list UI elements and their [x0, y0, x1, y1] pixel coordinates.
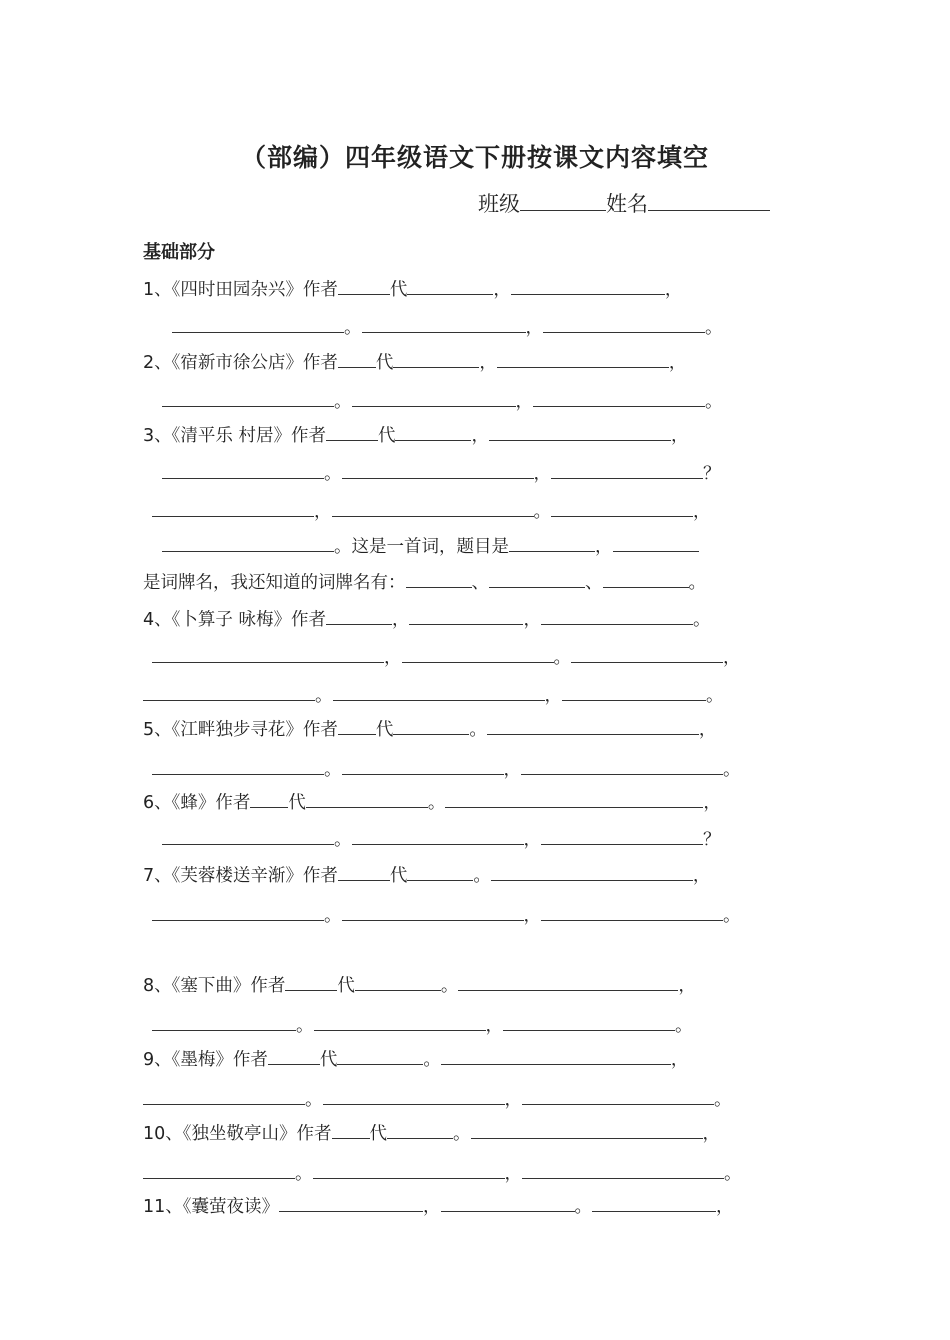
line-text: ， — [479, 353, 497, 373]
answer-blank[interactable] — [393, 349, 479, 368]
line-text: 。 — [315, 686, 333, 706]
question-line-12 — [143, 682, 724, 707]
line-text: 代 — [337, 976, 355, 996]
line-text: 。 — [296, 1016, 314, 1036]
class-label: 班级 — [478, 192, 520, 216]
line-text: 。 — [334, 830, 352, 850]
line-text: 。 — [705, 318, 723, 338]
line-text: ， — [504, 1090, 522, 1110]
question-line-8 — [162, 533, 699, 558]
line-text: 。 — [453, 1124, 471, 1144]
line-text: 。 — [440, 976, 459, 996]
line-text: 。 — [533, 502, 551, 522]
answer-blank[interactable] — [407, 862, 473, 881]
question-line-18 — [152, 902, 741, 927]
line-text: ， — [702, 1124, 721, 1144]
line-text: ， — [384, 648, 402, 668]
answer-blank[interactable] — [441, 1046, 671, 1065]
line-text: 代 — [288, 793, 306, 813]
line-text: 10、《独坐敬亭山》作者 — [143, 1124, 332, 1144]
question-line-16 — [162, 826, 721, 851]
line-text: ， — [314, 502, 332, 522]
line-text: 。 — [723, 760, 741, 780]
line-text: 代 — [389, 280, 408, 300]
line-text: 。 — [723, 906, 741, 926]
answer-blank[interactable] — [497, 349, 669, 368]
answer-blank[interactable] — [338, 349, 376, 368]
answer-blank[interactable] — [306, 789, 428, 808]
question-line-5 — [143, 422, 688, 447]
answer-blank[interactable] — [441, 1193, 575, 1212]
line-text: 。 — [469, 720, 487, 740]
line-text: ， — [533, 464, 551, 484]
answer-blank[interactable] — [162, 388, 334, 407]
question-line-1 — [143, 276, 682, 301]
answer-blank[interactable] — [511, 276, 665, 295]
line-text: ， — [504, 1164, 522, 1184]
answer-blank[interactable] — [489, 422, 671, 441]
line-text: ， — [668, 353, 687, 373]
line-text: ， — [493, 280, 511, 300]
question-line-20 — [152, 1012, 693, 1037]
line-text: ， — [523, 906, 541, 926]
answer-blank[interactable] — [533, 388, 705, 407]
question-line-15 — [143, 789, 721, 814]
line-text: 代 — [319, 1050, 338, 1070]
answer-blank[interactable] — [355, 972, 441, 991]
answer-blank[interactable] — [551, 498, 693, 517]
answer-blank[interactable] — [522, 1160, 724, 1179]
line-text: ， — [678, 976, 696, 996]
line-text: 、 — [471, 573, 489, 593]
line-text: 8、《塞下曲》作者 — [143, 976, 286, 996]
line-text: 。 — [688, 573, 706, 593]
line-text: ， — [693, 502, 711, 522]
line-text: ， — [698, 720, 717, 740]
answer-blank[interactable] — [338, 716, 376, 735]
answer-blank[interactable] — [152, 644, 384, 663]
line-text: 6、《蜂》作者 — [143, 793, 251, 813]
line-text: 。 — [324, 906, 342, 926]
answer-blank[interactable] — [162, 826, 334, 845]
answer-blank[interactable] — [326, 606, 392, 625]
line-text: 。 — [675, 1016, 693, 1036]
answer-blank[interactable] — [541, 606, 693, 625]
answer-blank[interactable] — [352, 826, 524, 845]
name-label: 姓名 — [606, 192, 648, 216]
line-text: 4、《卜算子 咏梅》作者 — [143, 610, 326, 630]
line-text: 9、《墨梅》作者 — [143, 1050, 268, 1070]
answer-blank[interactable] — [152, 902, 324, 921]
answer-blank[interactable] — [313, 1160, 505, 1179]
line-text: ， — [723, 648, 741, 668]
answer-blank[interactable] — [509, 533, 595, 552]
line-text: ， — [515, 392, 533, 412]
line-text: 。 — [295, 1164, 313, 1184]
answer-blank[interactable] — [407, 276, 493, 295]
student-info — [478, 188, 770, 218]
line-text: 、 — [585, 573, 603, 593]
line-text: 3、《清平乐 村居》作者 — [143, 426, 326, 446]
answer-blank[interactable] — [333, 682, 545, 701]
line-text: 。 — [305, 1090, 323, 1110]
line-text: ， — [423, 1197, 441, 1217]
question-line-10 — [143, 606, 710, 631]
line-text: 。这是一首词，题目是 — [334, 537, 509, 557]
answer-blank[interactable] — [402, 644, 554, 663]
question-line-11 — [152, 644, 741, 669]
answer-blank[interactable] — [152, 498, 314, 517]
answer-blank[interactable] — [393, 716, 469, 735]
line-text: ， — [523, 610, 541, 630]
line-text: ， — [670, 426, 689, 446]
answer-blank[interactable] — [172, 314, 344, 333]
answer-blank[interactable] — [445, 789, 703, 808]
line-text: 代 — [377, 426, 396, 446]
class-blank[interactable] — [520, 192, 606, 211]
page-title: （部编）四年级语文下册按课文内容填空 — [240, 143, 709, 172]
answer-blank[interactable] — [489, 569, 585, 588]
answer-blank[interactable] — [471, 1120, 703, 1139]
answer-blank[interactable] — [613, 533, 699, 552]
section-title: 基础部分 — [143, 242, 215, 263]
answer-blank[interactable] — [268, 1046, 320, 1065]
question-line-14 — [152, 756, 741, 781]
answer-blank[interactable] — [406, 569, 472, 588]
answer-blank[interactable] — [143, 1086, 305, 1105]
answer-blank[interactable] — [603, 569, 689, 588]
answer-blank[interactable] — [541, 902, 723, 921]
answer-blank[interactable] — [491, 862, 693, 881]
line-text: ， — [525, 318, 543, 338]
line-text: ， — [692, 866, 711, 886]
answer-blank[interactable] — [571, 644, 723, 663]
line-text: ， — [595, 537, 613, 557]
answer-blank[interactable] — [342, 902, 524, 921]
question-line-17 — [143, 862, 710, 887]
line-text: 。 — [692, 610, 711, 630]
question-line-6 — [162, 460, 721, 485]
answer-blank[interactable] — [152, 756, 324, 775]
line-text: ？ — [703, 464, 721, 484]
line-text: ， — [670, 1050, 689, 1070]
answer-blank[interactable] — [503, 1012, 675, 1031]
line-text: 代 — [389, 866, 408, 886]
line-text: 代 — [375, 353, 394, 373]
line-text: ， — [716, 1197, 734, 1217]
answer-blank[interactable] — [342, 460, 534, 479]
answer-blank[interactable] — [409, 606, 523, 625]
answer-blank[interactable] — [285, 972, 337, 991]
question-line-23 — [143, 1120, 720, 1145]
line-text: 。 — [574, 1197, 593, 1217]
answer-blank[interactable] — [337, 1046, 423, 1065]
line-text: 。 — [473, 866, 491, 886]
line-text: ， — [544, 686, 562, 706]
answer-blank[interactable] — [487, 716, 699, 735]
line-text: 。 — [553, 648, 571, 668]
answer-blank[interactable] — [326, 422, 378, 441]
question-line-3 — [143, 349, 686, 374]
answer-blank[interactable] — [250, 789, 288, 808]
line-text: 。 — [427, 793, 446, 813]
answer-blank[interactable] — [162, 533, 334, 552]
answer-blank[interactable] — [387, 1120, 453, 1139]
line-text: 7、《芙蓉楼送辛渐》作者 — [143, 866, 338, 886]
answer-blank[interactable] — [395, 422, 471, 441]
answer-blank[interactable] — [551, 460, 703, 479]
question-line-13 — [143, 716, 716, 741]
answer-blank[interactable] — [152, 1012, 296, 1031]
line-text: ， — [485, 1016, 503, 1036]
question-line-24 — [143, 1160, 742, 1185]
line-text: 1、《四时田园杂兴》作者 — [143, 280, 338, 300]
answer-blank[interactable] — [521, 756, 723, 775]
answer-blank[interactable] — [592, 1193, 716, 1212]
line-text: 是词牌名，我还知道的词牌名有： — [143, 573, 406, 593]
answer-blank[interactable] — [143, 682, 315, 701]
line-text: 代 — [375, 720, 394, 740]
line-text: 。 — [324, 760, 342, 780]
line-text: 。 — [705, 392, 723, 412]
question-line-7 — [152, 498, 711, 523]
answer-blank[interactable] — [332, 498, 534, 517]
answer-blank[interactable] — [352, 388, 516, 407]
line-text: ？ — [703, 830, 721, 850]
answer-blank[interactable] — [362, 314, 526, 333]
line-text: 。 — [706, 686, 724, 706]
line-text: 。 — [714, 1090, 732, 1110]
line-text: ， — [471, 426, 489, 446]
line-text: 代 — [369, 1124, 388, 1144]
answer-blank[interactable] — [338, 276, 390, 295]
name-blank[interactable] — [648, 192, 770, 211]
answer-blank[interactable] — [314, 1012, 486, 1031]
question-line-4 — [162, 388, 723, 413]
line-text: ， — [664, 280, 683, 300]
answer-blank[interactable] — [543, 314, 705, 333]
line-text: ， — [391, 610, 410, 630]
question-line-9 — [143, 569, 706, 594]
line-text: 5、《江畔独步寻花》作者 — [143, 720, 338, 740]
answer-blank[interactable] — [279, 1193, 423, 1212]
answer-blank[interactable] — [522, 1086, 714, 1105]
question-line-21 — [143, 1046, 688, 1071]
answer-blank[interactable] — [338, 862, 390, 881]
line-text: 。 — [324, 464, 342, 484]
line-text: 。 — [334, 392, 352, 412]
question-line-22 — [143, 1086, 732, 1111]
question-line-19 — [143, 972, 696, 997]
line-text: ， — [703, 793, 721, 813]
question-line-2 — [172, 314, 723, 339]
answer-blank[interactable] — [541, 826, 703, 845]
line-text: 。 — [344, 318, 362, 338]
line-text: 。 — [423, 1050, 441, 1070]
question-line-25 — [143, 1193, 734, 1218]
line-text: ， — [503, 760, 521, 780]
line-text: ， — [523, 830, 541, 850]
line-text: 2、《宿新市徐公店》作者 — [143, 353, 338, 373]
answer-blank[interactable] — [143, 1160, 295, 1179]
answer-blank[interactable] — [162, 460, 324, 479]
answer-blank[interactable] — [458, 972, 678, 991]
line-text: 。 — [724, 1164, 742, 1184]
answer-blank[interactable] — [562, 682, 706, 701]
answer-blank[interactable] — [323, 1086, 505, 1105]
answer-blank[interactable] — [342, 756, 504, 775]
answer-blank[interactable] — [332, 1120, 370, 1139]
line-text: 11、《囊萤夜读》 — [143, 1197, 280, 1217]
